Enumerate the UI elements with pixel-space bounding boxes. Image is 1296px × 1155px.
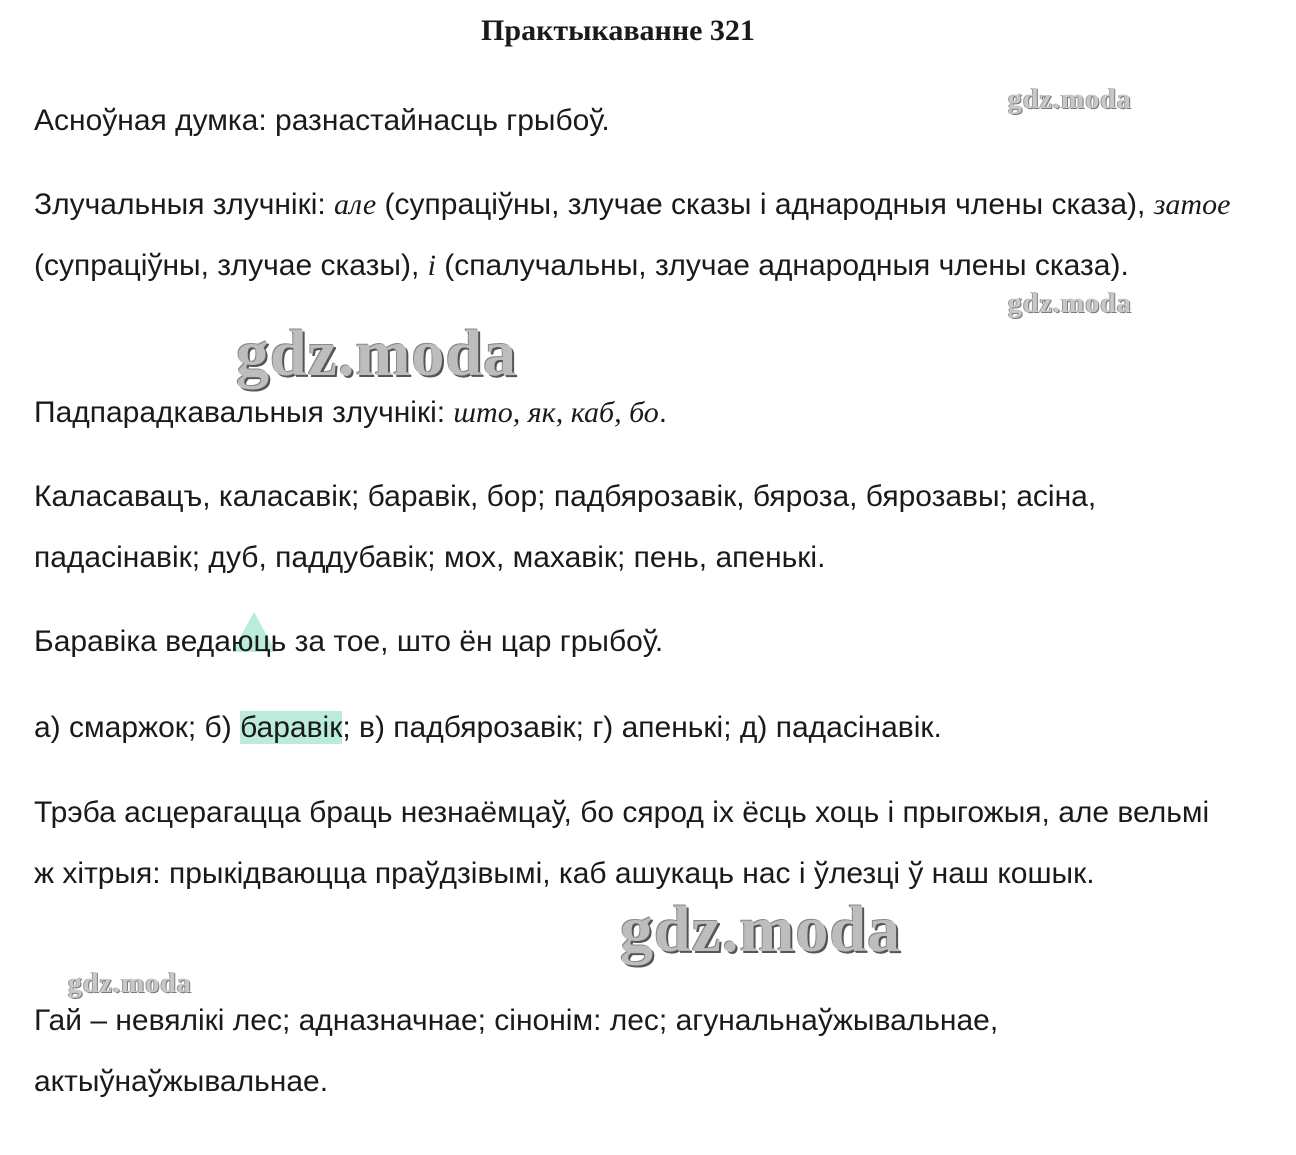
word-pairs-paragraph: Каласавацъ, каласавік; баравік, бор; падбярозавік, бяроза, бярозавы; асіна, падасінавік; дуб, паддубавік; мох, махавік; пень, апенькі.	[34, 480, 1097, 574]
subordinating-conjunctions-paragraph: Падпарадкавальныя злучнікі: што, як, каб, бо.	[34, 396, 668, 429]
coordinating-conjunctions-paragraph: Злучальныя злучнікі: але (супраціўны, злучае сказы і аднародныя члены сказа), затое (супраціўны, злучае сказы), і (спалучальны, злучае аднародныя члены сказа).	[34, 188, 1231, 282]
watermark: gdz.moda	[1008, 288, 1132, 319]
main-idea-paragraph: Асноўная думка: разнастайнасць грыбоў.	[34, 104, 610, 137]
watermark: gdz.moda	[68, 968, 192, 999]
grove-definition-paragraph: Гай – невялікі лес; адназначнае; сінонім: лес; агунальнаўжывальнае, актыўнаўжывальнае.	[34, 1004, 999, 1098]
watermark: gdz.moda	[620, 893, 902, 966]
watermark: gdz.moda	[1008, 84, 1132, 115]
mushroom-list-paragraph: а) смаржок; б) баравік; в) падбярозавік; г) апенькі; д) падасінавік.	[34, 711, 942, 744]
highlighted-answer: баравік	[240, 711, 343, 744]
warning-paragraph: Трэба асцерагацца браць незнаёмцаў, бо сярод іх ёсць хоць і прыгожыя, але вельмі ж хітрыя: прыкідваюцца праўдзівымі, каб ашукаць нас і ўлезці ў наш кошык.	[34, 796, 1210, 890]
page-title: Практыкаванне 321	[481, 14, 755, 47]
boletus-paragraph: Баравіка ведаюць за тое, што ён цар грыбоў.	[34, 625, 664, 658]
watermark: gdz.moda	[236, 317, 518, 390]
